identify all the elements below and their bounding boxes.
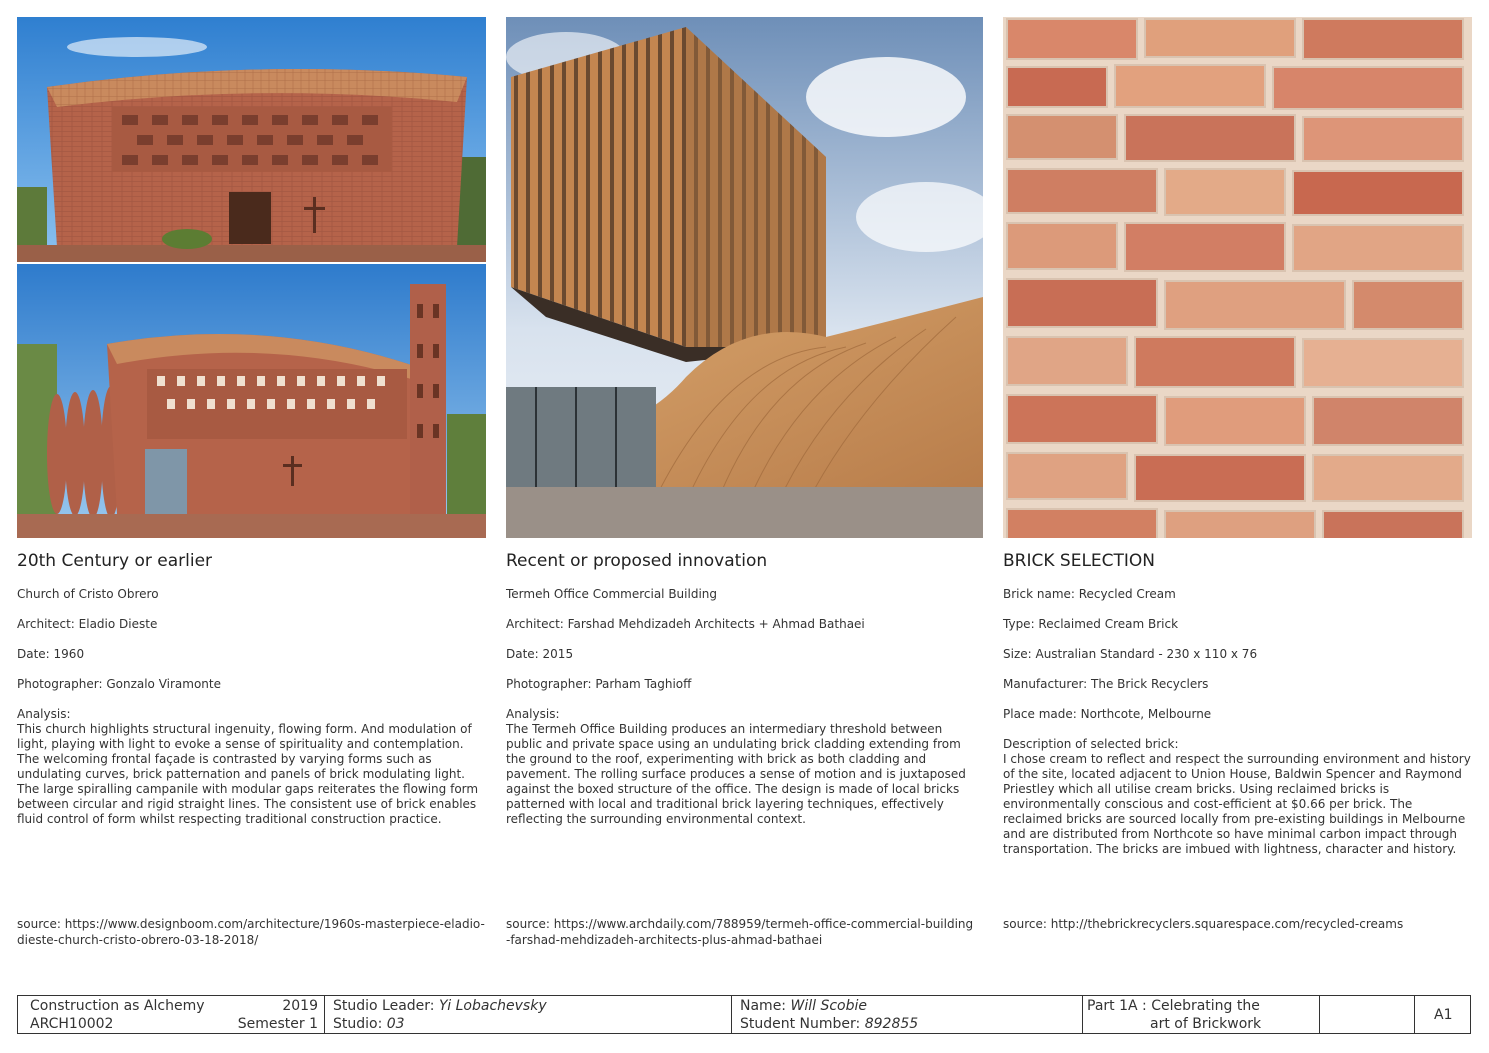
studio-line <box>333 1015 405 1033</box>
studio-number: 03 <box>386 1016 405 1032</box>
column3-heading: BRICK SELECTION <box>1003 551 1156 571</box>
student-number-label: Student Number: <box>740 1016 865 1032</box>
divider <box>1319 996 1320 1033</box>
column2-architect: Architect: Farshad Mehdizadeh Architects + Ahmad Bathaei <box>506 617 865 631</box>
student-cell <box>732 996 1082 1033</box>
column3-source[interactable]: source: http://thebrickrecyclers.squarespace.com/recycled-creams <box>1003 917 1404 931</box>
column1-analysis <box>17 707 486 827</box>
course-code: ARCH10002 <box>30 1016 114 1032</box>
studio-leader: Yi Lobachevsky <box>438 998 547 1014</box>
brick-description-text: I chose cream to reflect and respect the surrounding environment and history of the site, located adjacent to Union House, Baldwin Spencer and Raymond Priestley which all utilise cream bricks. Using reclaimed bricks is environmentally conscious and cost-efficient at $0.66 per brick. The reclaimed bricks are sourced locally from pre-existing buildings in Melbourne and are distributed from Northcote so have minimal carbon impact through transportation. The bricks are imbued with lightness, character and history. <box>1003 752 1471 856</box>
termeh-building-photo <box>506 17 983 538</box>
column-brick-selection <box>1003 17 1472 538</box>
student-name-line <box>740 997 867 1015</box>
column1-source[interactable]: source: https://www.designboom.com/architecture/1960s-masterpiece-eladio-dieste-church-cristo-obrero-03-18-2018/ <box>17 917 485 947</box>
column2-date: Date: 2015 <box>506 647 574 661</box>
course-semester: Semester 1 <box>237 1016 318 1032</box>
church-photo-side <box>17 264 486 538</box>
brick-place: Place made: Northcote, Melbourne <box>1003 707 1212 721</box>
sheet-cell <box>1415 996 1470 1033</box>
column1-building: Church of Cristo Obrero <box>17 587 159 601</box>
part-title-line1: Part 1A : Celebrating the <box>1087 998 1260 1014</box>
column1-analysis-text: This church highlights structural ingenuity, flowing form. And modulation of light, playing with light to evoke a sense of spirituality and contemplation. The welcoming frontal façade is contrasted by varying forms such as undulating curves, brick patternation and panels of brick modulating light. The large spiralling campanile with modular gaps reiterates the flowing form between circular and rigid straight lines. The consistent use of brick enables fluid control of form whilst respecting traditional construction practice. <box>17 722 479 826</box>
column2-analysis-text: The Termeh Office Building produces an intermediary threshold between public and private space using an undulating brick cladding extending from the ground to the roof, experimenting with brick as both cladding and pavement. The rolling surface produces a sense of motion and is juxtaposed against the boxed structure of the office. The design is made of local bricks patterned with local and traditional brick layering techniques, effectively reflecting the surrounding environmental context. <box>506 722 966 826</box>
column1-date: Date: 1960 <box>17 647 85 661</box>
recycled-brick-photo <box>1003 17 1472 538</box>
column1-heading: 20th Century or earlier <box>17 551 213 571</box>
column2-analysis <box>506 707 975 827</box>
part-title-line2: art of Brickwork <box>1150 1016 1262 1032</box>
brick-type: Type: Reclaimed Cream Brick <box>1003 617 1179 631</box>
column1-architect: Architect: Eladio Dieste <box>17 617 158 631</box>
title-block <box>17 995 1471 1034</box>
brick-manufacturer: Manufacturer: The Brick Recyclers <box>1003 677 1209 691</box>
column2-building: Termeh Office Commercial Building <box>506 587 717 601</box>
course-name: Construction as Alchemy <box>30 998 205 1014</box>
column2-source[interactable]: source: https://www.archdaily.com/788959/termeh-office-commercial-building-farshad-mehdizadeh-architects-plus-ahmad-bathaei <box>506 917 974 947</box>
brick-name: Brick name: Recycled Cream <box>1003 587 1176 601</box>
student-number: 892855 <box>864 1016 919 1032</box>
course-cell <box>18 996 324 1033</box>
brick-description <box>1003 737 1472 857</box>
column1-analysis-label: Analysis: <box>17 707 71 721</box>
column2-photographer: Photographer: Parham Taghioff <box>506 677 692 691</box>
brick-size: Size: Australian Standard - 230 x 110 x 76 <box>1003 647 1258 661</box>
column-historic <box>17 17 486 538</box>
column1-photographer: Photographer: Gonzalo Viramonte <box>17 677 221 691</box>
column2-analysis-label: Analysis: <box>506 707 560 721</box>
studio-cell <box>325 996 731 1033</box>
column2-heading: Recent or proposed innovation <box>506 551 768 571</box>
part-cell <box>1083 996 1319 1033</box>
studio-leader-label: Studio Leader: <box>333 998 439 1014</box>
column-innovation <box>506 17 983 538</box>
course-year: 2019 <box>282 998 318 1014</box>
church-photo-front <box>17 17 486 262</box>
brick-description-label: Description of selected brick: <box>1003 737 1179 751</box>
studio-leader-line <box>333 997 547 1015</box>
studio-label: Studio: <box>333 1016 387 1032</box>
student-number-line <box>740 1015 918 1033</box>
student-name-label: Name: <box>740 998 791 1014</box>
sheet-number: A1 <box>1434 1007 1453 1023</box>
student-name: Will Scobie <box>790 998 867 1014</box>
